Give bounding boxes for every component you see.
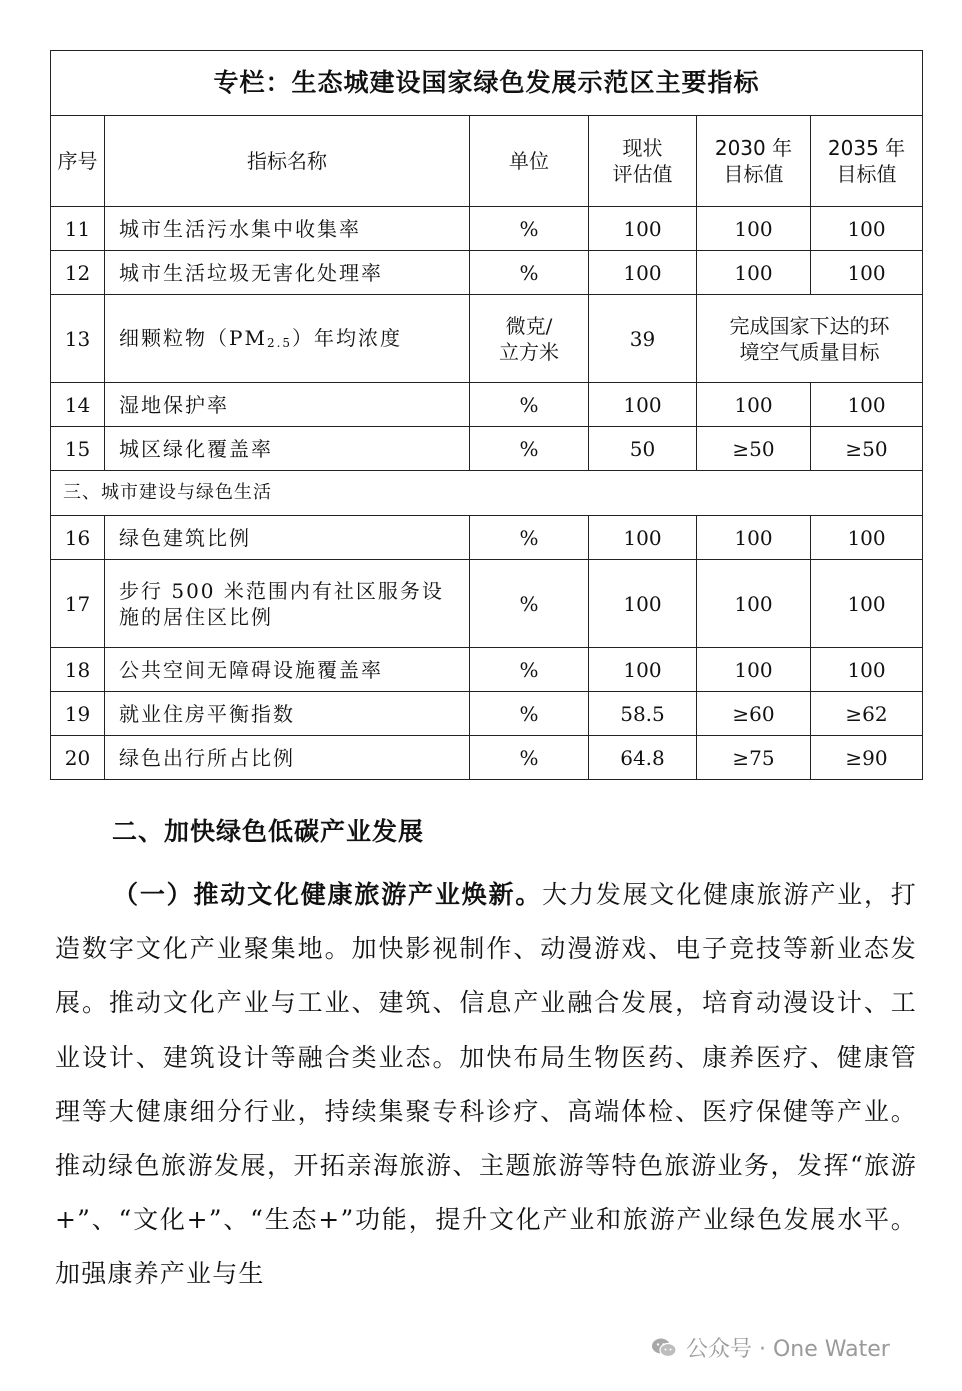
body-paragraph <box>55 868 917 1302</box>
target-2030: ≥60 <box>697 692 811 736</box>
wechat-icon <box>650 1334 678 1362</box>
target-2035: 100 <box>811 516 923 560</box>
current-value: 100 <box>589 516 697 560</box>
row-number: 12 <box>51 251 105 295</box>
row-number: 19 <box>51 692 105 736</box>
indicator-name: 公共空间无障碍设施覆盖率 <box>105 648 470 692</box>
row-number: 20 <box>51 736 105 780</box>
target-2030: 100 <box>697 383 811 427</box>
current-value: 100 <box>589 383 697 427</box>
target-2035: 100 <box>811 383 923 427</box>
table-row <box>51 427 923 471</box>
table-row <box>51 251 923 295</box>
table-row <box>51 516 923 560</box>
row-number: 18 <box>51 648 105 692</box>
target-2030: 100 <box>697 560 811 648</box>
paragraph-lead: （一）推动文化健康旅游产业焕新。 <box>113 880 543 909</box>
indicator-name: 细颗粒物$(PM_{2.5})$年均浓度 <box>105 295 470 383</box>
header-unit: 单位 <box>470 116 589 207</box>
target-merged: 完成国家下达的环 境空气质量目标 <box>697 295 923 383</box>
row-number: 11 <box>51 207 105 251</box>
indicator-name: 绿色出行所占比例 <box>105 736 470 780</box>
section-title: 三、城市建设与绿色生活 <box>51 471 923 516</box>
target-2030: ≥75 <box>697 736 811 780</box>
target-2035: 100 <box>811 560 923 648</box>
current-value: 58.5 <box>589 692 697 736</box>
target-2035: 100 <box>811 251 923 295</box>
table-row <box>51 560 923 648</box>
table-header-row <box>51 116 923 207</box>
section-heading: 二、加快绿色低碳产业发展 <box>112 817 425 846</box>
table-row <box>51 207 923 251</box>
row-number: 15 <box>51 427 105 471</box>
current-value: 100 <box>589 648 697 692</box>
indicator-name: 城区绿化覆盖率 <box>105 427 470 471</box>
target-2035: ≥62 <box>811 692 923 736</box>
header-seq: 序号 <box>51 116 105 207</box>
indicator-unit: % <box>470 383 589 427</box>
current-value: 39 <box>589 295 697 383</box>
table-row <box>51 648 923 692</box>
target-2030: 100 <box>697 207 811 251</box>
header-name: 指标名称 <box>105 116 470 207</box>
row-number: 16 <box>51 516 105 560</box>
header-current: 现状 评估值 <box>589 116 697 207</box>
indicator-unit: % <box>470 648 589 692</box>
indicator-unit: 微克/ 立方米 <box>470 295 589 383</box>
row-number: 14 <box>51 383 105 427</box>
indicator-name: 湿地保护率 <box>105 383 470 427</box>
table-row <box>51 295 923 383</box>
indicator-unit: % <box>470 207 589 251</box>
indicator-unit: % <box>470 427 589 471</box>
target-2035: 100 <box>811 648 923 692</box>
target-2030: 100 <box>697 251 811 295</box>
header-2030: 2030 年 目标值 <box>697 116 811 207</box>
indicator-unit: % <box>470 560 589 648</box>
target-2030: 100 <box>697 648 811 692</box>
watermark-text: 公众号 · One Water <box>686 1337 890 1362</box>
table-row <box>51 383 923 427</box>
section-row <box>51 471 923 516</box>
watermark <box>650 1332 890 1363</box>
current-value: 100 <box>589 207 697 251</box>
current-value: 100 <box>589 251 697 295</box>
row-number: 13 <box>51 295 105 383</box>
current-value: 100 <box>589 560 697 648</box>
indicator-name: 步行 500 米范围内有社区服务设 施的居住区比例 <box>105 560 470 648</box>
target-2030: 100 <box>697 516 811 560</box>
indicator-unit: % <box>470 692 589 736</box>
indicator-name: 城市生活垃圾无害化处理率 <box>105 251 470 295</box>
indicator-unit: % <box>470 736 589 780</box>
indicator-name: 绿色建筑比例 <box>105 516 470 560</box>
table-row <box>51 736 923 780</box>
indicator-name: 就业住房平衡指数 <box>105 692 470 736</box>
current-value: 64.8 <box>589 736 697 780</box>
indicator-table <box>50 50 923 780</box>
target-2035: 100 <box>811 207 923 251</box>
header-2035: 2035 年 目标值 <box>811 116 923 207</box>
current-value: 50 <box>589 427 697 471</box>
indicator-unit: % <box>470 251 589 295</box>
indicator-name: 城市生活污水集中收集率 <box>105 207 470 251</box>
paragraph-body: 大力发展文化健康旅游产业，打造数字文化产业聚集地。加快影视制作、动漫游戏、电子竞技等新业态发展。推动文化产业与工业、建筑、信息产业融合发展，培育动漫设计、工业设计、建筑设计等融合类业态。加快布局生物医药、康养医疗、健康管理等大健康细分行业，持续集聚专科诊疗、高端体检、医疗保健等产业。推动绿色旅游发展，开拓亲海旅游、主题旅游等特色旅游业务，发挥“旅游+”、“文化+”、“生态+”功能，提升文化产业和旅游产业绿色发展水平。加强康养产业与生 <box>55 880 917 1289</box>
table-row <box>51 692 923 736</box>
target-2035: ≥90 <box>811 736 923 780</box>
target-2030: ≥50 <box>697 427 811 471</box>
table-title: 专栏：生态城建设国家绿色发展示范区主要指标 <box>51 51 923 116</box>
indicator-unit: % <box>470 516 589 560</box>
target-2035: ≥50 <box>811 427 923 471</box>
row-number: 17 <box>51 560 105 648</box>
